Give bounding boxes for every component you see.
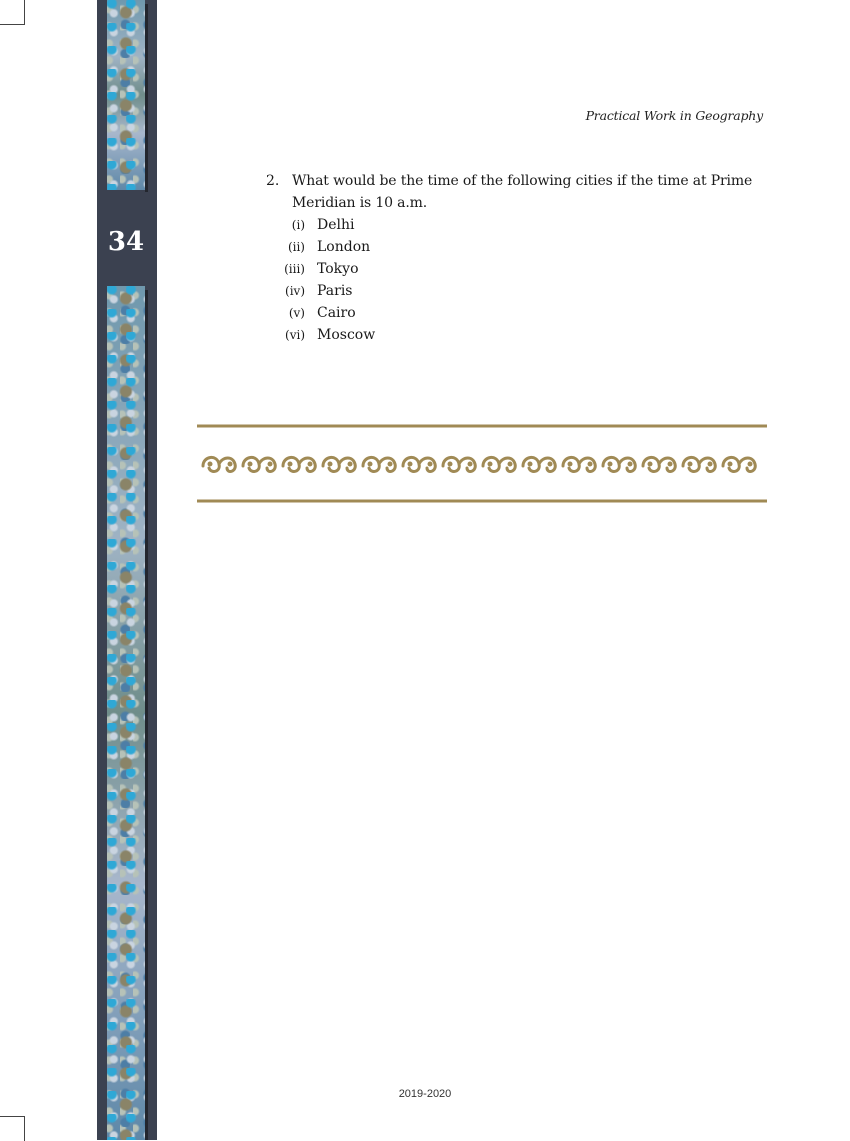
ornament-scroll-motif [603, 457, 635, 471]
option-label: (iii) [284, 262, 305, 276]
satellite-image-strip-top [107, 0, 145, 190]
ornament-scroll-motif [443, 457, 475, 471]
crop-mark-top [0, 0, 25, 25]
option-text: Delhi [317, 217, 355, 233]
ornament-scroll-motif [563, 457, 595, 471]
option-text: Tokyo [317, 261, 359, 277]
option-text: Paris [317, 283, 353, 299]
options-list [266, 214, 766, 346]
option-item [266, 324, 766, 346]
ornament-scroll-motif [643, 457, 675, 471]
footer-year: 2019-2020 [398, 1088, 452, 1100]
option-item [266, 258, 766, 280]
ornament-scroll-motif [243, 457, 275, 471]
ornament-scroll-motif [483, 457, 515, 471]
option-label: (vi) [285, 328, 305, 342]
ornament-scroll-motif [323, 457, 355, 471]
option-item [266, 302, 766, 324]
question-row [266, 170, 766, 192]
option-item [266, 236, 766, 258]
question-row-continued [266, 192, 766, 214]
ornament-scroll-motif [523, 457, 555, 471]
page-side-bar [97, 0, 157, 1140]
option-label: (v) [288, 306, 305, 320]
ornament-scroll-motif [403, 457, 435, 471]
option-label: (iv) [285, 284, 305, 298]
ornament-scroll-motif [723, 457, 755, 471]
option-text: London [317, 239, 371, 255]
strip-shadow-top [145, 4, 148, 192]
ornament-scroll-motif [203, 457, 235, 471]
option-text: Cairo [317, 305, 356, 321]
ornament-scroll-motif [683, 457, 715, 471]
question-number: 2. [266, 173, 280, 189]
strip-shadow-bottom [145, 290, 148, 1140]
page-number: 34 [107, 227, 145, 257]
option-text: Moscow [317, 327, 376, 343]
question-block [266, 170, 766, 346]
ornament-scroll-motif [283, 457, 315, 471]
question-text-line-2: Meridian is 10 a.m. [292, 195, 428, 211]
crop-mark-bottom [0, 1116, 25, 1141]
question-text-line-1: What would be the time of the following cities if the time at Prime [292, 173, 753, 189]
option-label: (ii) [287, 240, 305, 254]
option-item [266, 280, 766, 302]
running-head: Practical Work in Geography [585, 108, 763, 123]
decorative-border-ornament [197, 424, 767, 504]
ornament-scroll-motif [363, 457, 395, 471]
option-item [266, 214, 766, 236]
satellite-image-strip-bottom [107, 286, 145, 1140]
option-label: (i) [291, 218, 305, 232]
